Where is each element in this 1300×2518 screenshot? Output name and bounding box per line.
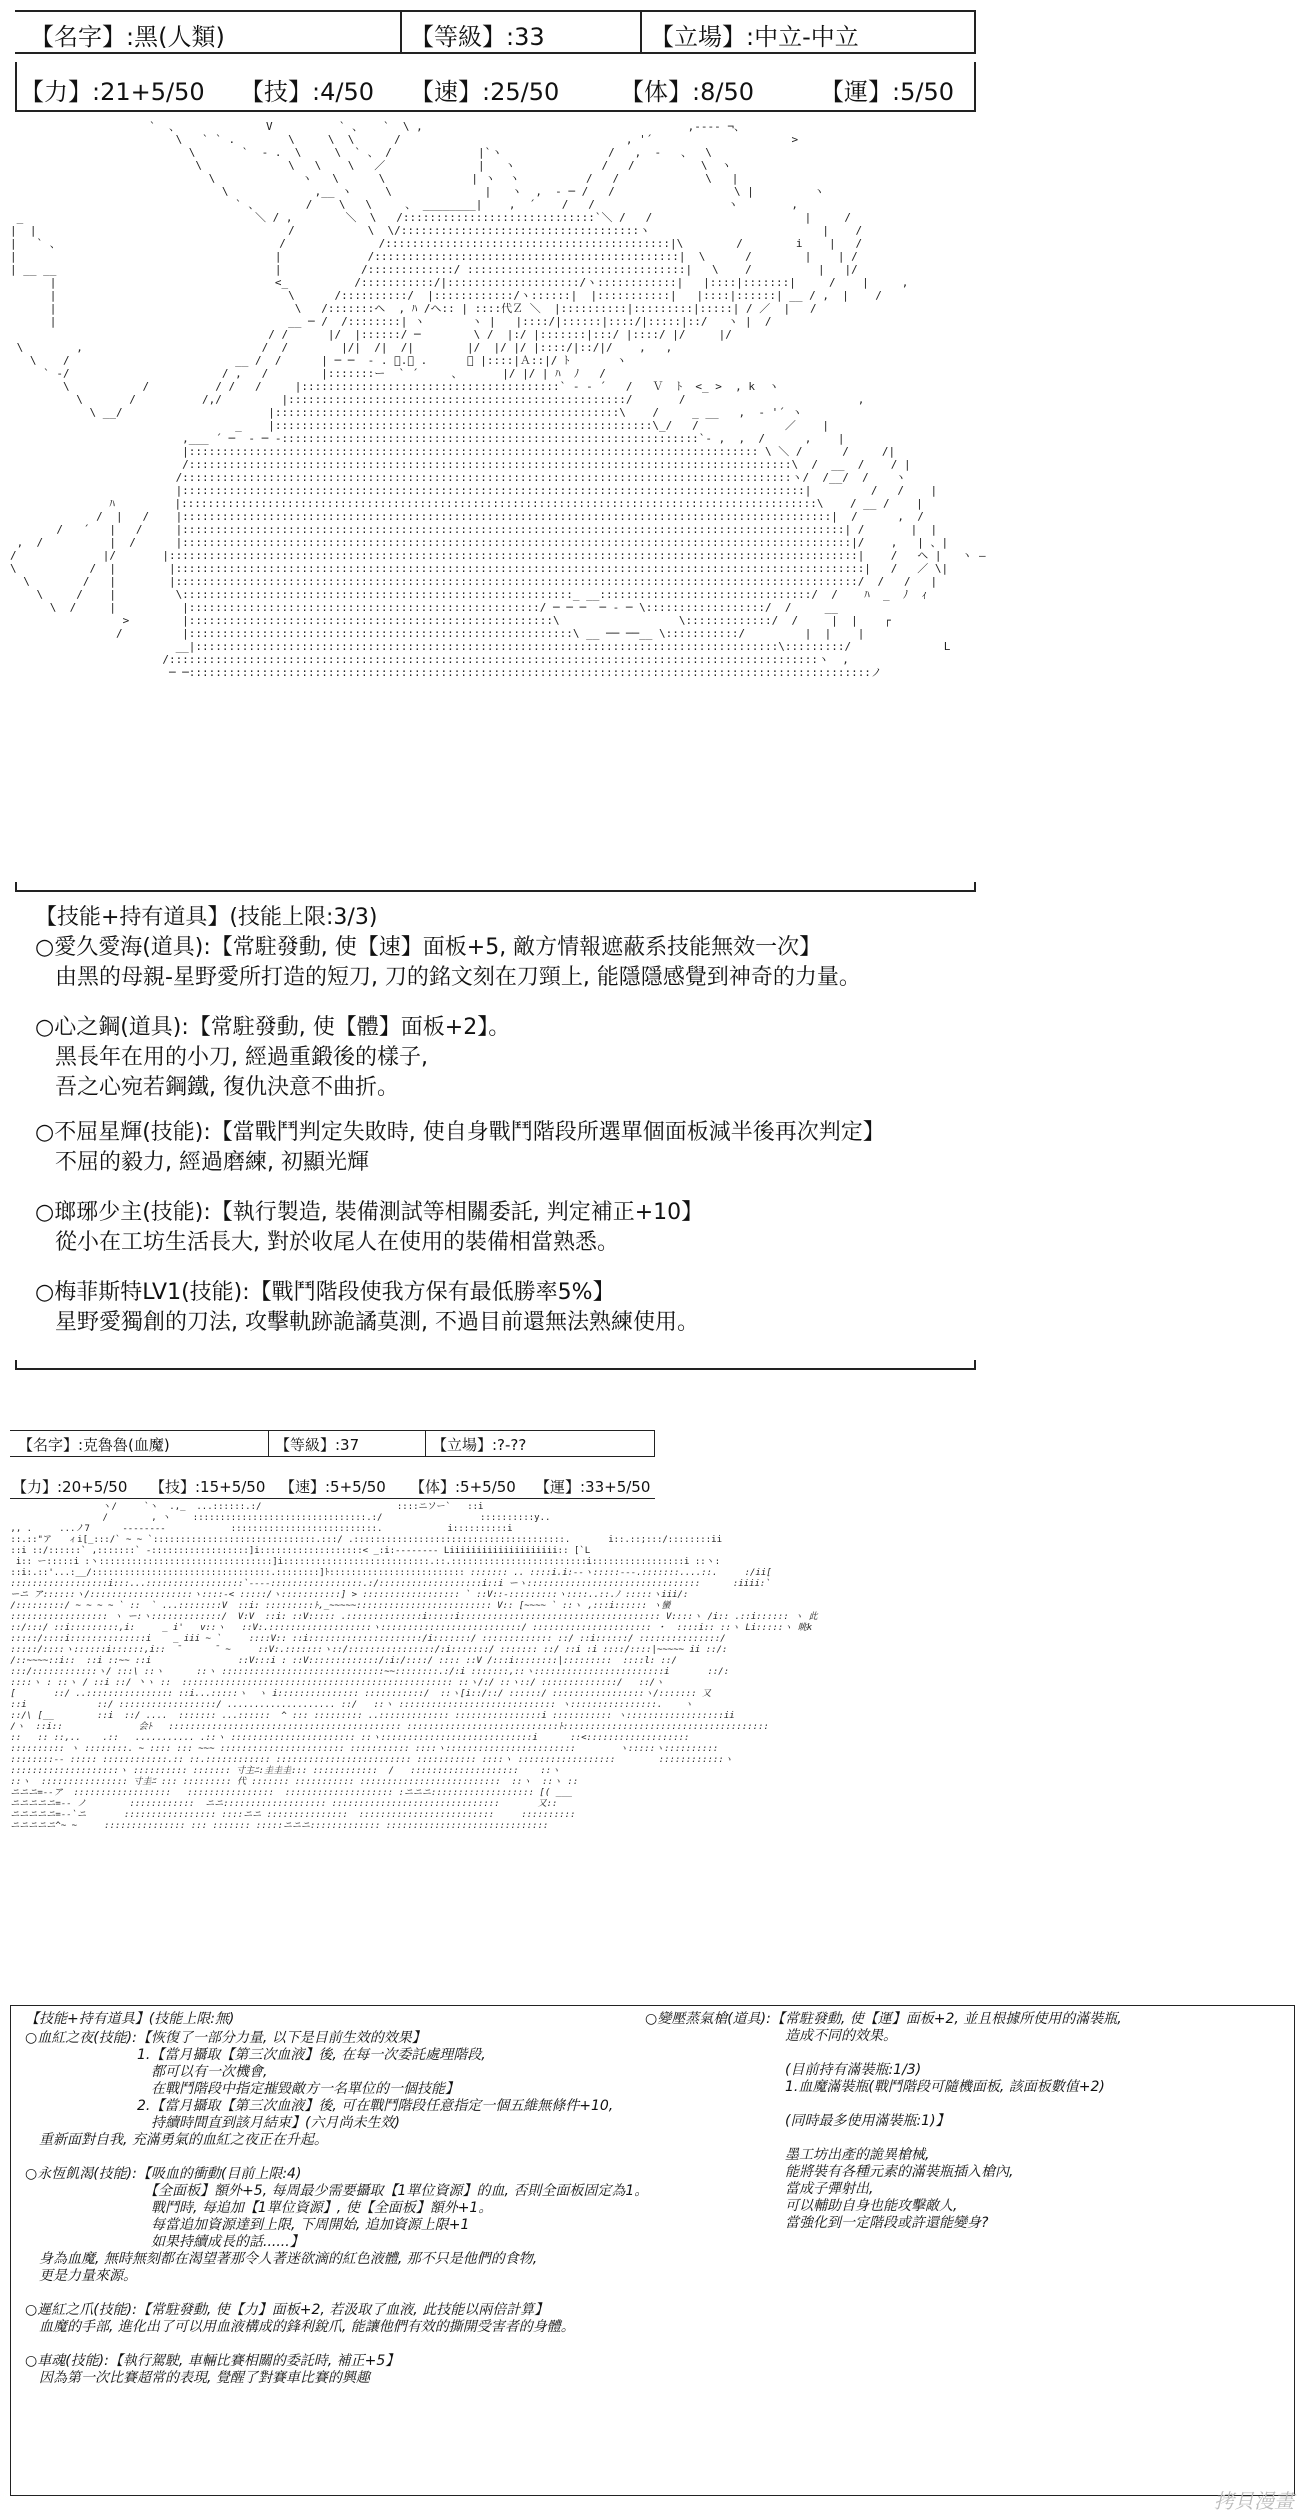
stat-spd: 【速】:25/50 xyxy=(410,78,560,106)
skill-line: 戰鬥時, 每追加【1單位資源】, 使【全面板】額外+1。 xyxy=(25,2200,493,2216)
stat-luck: 【運】:33+5/50 xyxy=(535,1478,651,1496)
skill-line: ○遲紅之爪(技能):【常駐發動, 使【力】面板+2, 若汲取了血液, 此技能以兩倍計算】 xyxy=(25,2302,549,2318)
skills-top-line xyxy=(15,890,975,892)
skill-line: 可以輔助自身也能攻擊敵人, xyxy=(645,2198,958,2214)
stat-body: 【体】:8/50 xyxy=(620,78,754,106)
skill-title: ○心之鋼(道具):【常駐發動, 使【體】面板+2】。 xyxy=(35,1015,511,1040)
skill-line: 每當追加資源達到上限, 下周開始, 追加資源上限+1 xyxy=(25,2217,470,2233)
skill-line: 血魔的手部, 進化出了可以用血液構成的鋒利銳爪, 能讓他們有效的撕開受害者的身體。 xyxy=(25,2319,575,2335)
skill-line: 造成不同的效果。 xyxy=(645,2028,897,2044)
skill-line: ○永恆飢渴(技能):【吸血的衝動(目前上限:4) xyxy=(25,2166,302,2182)
skills-right-edge xyxy=(1294,2005,1295,2495)
skill-line: ○血紅之夜(技能):【恢復了一部分力量, 以下是目前生效的效果】 xyxy=(25,2030,426,2046)
skill-desc: 黑長年在用的小刀, 經過重鍛後的樣子, xyxy=(55,1045,428,1070)
character-card-2 xyxy=(0,1420,1300,2518)
skill-title: ○不屈星輝(技能):【當戰鬥判定失敗時, 使自身戰鬥階段所選單個面板減半後再次判定】 xyxy=(35,1120,885,1145)
header-top-line xyxy=(15,10,975,12)
stance-field: 【立場】:?-?? xyxy=(432,1436,527,1454)
header-divider xyxy=(640,10,642,54)
skill-title: ○愛久愛海(道具):【常駐發動, 使【速】面板+5, 敵方情報遮蔽系技能無效一次】 xyxy=(35,935,822,960)
skills-right-column xyxy=(645,2011,1285,2232)
header-divider xyxy=(425,1430,426,1457)
header-divider xyxy=(268,1430,269,1457)
stat-str: 【力】:21+5/50 xyxy=(20,78,205,106)
header-divider xyxy=(974,10,976,54)
stats-bottom-line xyxy=(10,1498,655,1499)
skills-bottom-line xyxy=(15,1368,975,1370)
skills-left-edge xyxy=(15,1360,17,1370)
skill-line: (同時最多使用滿裝瓶:1)】 xyxy=(645,2113,950,2129)
skill-line: 身為血魔, 無時無刻都在渴望著那令人著迷欲滴的紅色液體, 那不只是他們的食物, xyxy=(25,2251,538,2267)
header-divider xyxy=(654,1430,655,1457)
skill-line xyxy=(645,2045,1285,2062)
level-field: 【等級】:37 xyxy=(275,1436,360,1454)
skill-desc: 由黑的母親-星野愛所打造的短刀, 刀的銘文刻在刀頸上, 能隱隱感覺到神奇的力量。 xyxy=(55,965,861,990)
skill-line: 2.【當月攝取【第三次血液】後, 可在戰鬥階段任意指定一個五維無條件+10, xyxy=(25,2098,614,2114)
header-top-line xyxy=(10,1430,655,1431)
name-field: 【名字】:克魯魯(血魔) xyxy=(18,1436,170,1454)
header-mid-line xyxy=(15,52,975,54)
skill-line: 能將裝有各種元素的滿裝瓶插入槍內, xyxy=(645,2164,1014,2180)
skill-line: 因為第一次比賽超常的表現, 覺醒了對賽車比賽的興趣 xyxy=(25,2370,370,2386)
header-divider xyxy=(400,10,402,54)
skill-desc: 不屈的毅力, 經過磨練, 初顯光輝 xyxy=(55,1150,369,1175)
ascii-art-character-icon: ` 、 V ` 、 ` \ , ,--‐‐ ¬、 \ ` ` . \ \ \ / , '´ > \ ` - . \ \ ` 、 / |`ヽ / , ‐ 、 \ \ \ \ \ ／ | ヽ / / \ ヽ \ ヽ \ \ | ヽ ヽ / / \ | \ ,__ ヽ \ | ヽ , ‐ ─ / / \ | ヽ ` 、 / \ \ 、 ________| , ´ / / ヽ , _ ＼ / , ＼ \ /:::::::::::::::::::::::::::::`＼ / / | / | | / \ \/::::::::::::::::::::::::::::::::::::ヽ | / | ` 、 / /:::::::::::::::::::::::::::::::::::::::::::|\ / i | / | | /::::::::::::::::::::::::::::::::::::::::::::::| \ / | | / | __ __ | /:::::::::::::/ :::::::::::::::::::::::::::::::::| \ / | |/ | <_ /:::::::::::/|::::::::::::::::::::/ヽ::::::::::::| |::::|:::::::| / | , | \ /::::::::::/ |::::::::::::/ヽ::::::| |:::::::::::| |::::|::::::| __ / , | / | \ /:::::::ヘ , ﾊ /ヘ:: | ::::代Ｚ ＼ |::::::::::|:::::::::|:::::| / ／ | / | __ ─ / /::::::::| ヽ ヽ | |::::/|::::::|::::/|:::::|::/ ヽ | / / / |/ |::::::/ ─ \ / |:/ |:::::::|:::/ |::::/ |/ |/ \ , / / |/| /| /| |/ |/ |/ |::::/|::/|/ , , \ / __ / / | ─ ─ ‐ . ﾟ.。 . ー |::::|Ａ::|/ ﾄ ヽ ` ‐/ / , / |:::::::ー ` ´ 、 |/ |/ | ﾊ ﾉ / \ / / / / |:::::::::::::::::::::::::::::::::::::::` ‐ ‐ ´ / Ｖ ﾄ <_ > , k ヽ \ / /,/ |:::::::::::::::::::::::::::::::::::::::::::::::::::/ / , \ __/ |::::::::::::::::::::::::::::::::::::::::::::::::::::\ / _ __ , ‐ '´ ヽ _ |:::::::::::::::::::::::::::::::::::::::::::::::::::::::::\_/ / ／ | ,___ ´ ─ ‐ ─ ‐:::::::::::::::::::::::::::::::::::::::::::::::::::::::::::::::`‐ , , / , | |:::::::::::::::::::::::::::::::::::::::::::::::::::::::::::::::::::::::::::::::::::::: \ ＼ / / /| /:::::::::::::::::::::::::::::::::::::::::::::::::::::::::::::::::::::::::::::::::::::::::::\ / __ / / | /::::::::::::::::::::::::::::::::::::::::::::::::::::::::::::::::::::::::::::::::::::::::::::ヽ/ /__/ / ヽ |::::::::::::::::::::::::::::::::::::::::::::::::::::::::::::::::::::::::::::::::::::::::::::::| / / | ﾊ |::::::::::::::::::::::::::::::::::::::::::::::::::::::::::::::::::::::::::::::::::::::::::::::::\ / __ / | / | / |::::::::::::::::::::::::::::::::::::::::::::::::::::::::::::::::::::::::::::::::::::::::::::::::::| / , / / ´ | / |::::::::::::::::::::::::::::::::::::::::::::::::::::::::::::::::::::::::::::::::::::::::::::::::::::| / | | , / | / |:::::::::::::::::::::::::::::::::::::::::::::::::::::::::::::::::::::::::::::::::::::::::::::::::::::|/ , | 、| / |/ |::::::::::::::::::::::::::::::::::::::::::::::::::::::::::::::::::::::::::::::::::::::::::::::::::::::::| / ヘ | ヽ ― \ / | |::::::::::::::::::::::::::::::::::::::::::::::::::::::::::::::::::::::::::::::::::::::::::::::::::::::::| / ／ \| \ / | |:::::::::::::::::::::::::::::::::::::::::::::::::::::::::::::::::::::::::::::::::::::::::::::::::::::::/ / / | \ / | \:::::::::::::::::::::::::::::::::::::::::::::::::::::::::::_ __::::::::::::::::::::::::::::::::/ / ﾊ _ ﾉ ｨ \ / | |:::::::::::::::::::::::::::::::::::::::::::::::::::::/ ─ ─ ─ ─ ‐ ─ \::::::::::::::::::/ / __ > |:::::::::::::::::::::::::::::::::::::::::::::::::::::::\ \:::::::::::::/ / | | ┌ / |::::::::::::::::::::::::::::::::::::::::::::::::::::::::::\ __ ── ──__ \:::::::::::/ | | | __|::::::::::::::::::::::::::::::::::::::::::::::::::::::::::::::::::::::::::::::::::::::::\:::::::::/ L /::::::::::::::::::::::::::::::::::::::::::::::::::::::::::::::::::::::::::::::::::::::::::::::::::ヽ , ─ ─:::::::::::::::::::::::::::::::::::::::::::::::::::::::::::::::::::::::::::::::::::::::::::::::::::::::ノ xyxy=(10,120,986,679)
stats-right-edge xyxy=(974,62,976,112)
level-field: 【等級】:33 xyxy=(410,23,545,51)
skill-line: 如果持續成長的話......】 xyxy=(25,2234,304,2250)
skill-title: ○梅菲斯特LV1(技能):【戰鬥階段使我方保有最低勝率5%】 xyxy=(35,1280,615,1305)
skill-line: ○車魂(技能):【執行駕駛, 車輛比賽相關的委託時, 補正+5】 xyxy=(25,2353,400,2369)
stat-luck: 【運】:5/50 xyxy=(820,78,954,106)
skills-header: 【技能+持有道具】(技能上限:3/3) xyxy=(35,905,378,930)
header-mid-line xyxy=(10,1456,655,1457)
skill-line: 重新面對自我, 充滿勇氣的血紅之夜正在升起。 xyxy=(25,2132,328,2148)
character-card-1 xyxy=(0,0,1000,1380)
watermark: 拷貝漫畫 xyxy=(1214,2489,1294,2513)
skill-line: 持續時間直到該月結束】(六月尚未生效) xyxy=(25,2115,400,2131)
skill-line xyxy=(645,2130,1285,2147)
skill-line xyxy=(25,2149,635,2166)
skills-left-edge xyxy=(10,2005,11,2495)
ascii-art-creature-icon: ヽ/ `ヽ .,_ ...::::::.:/ ::::ニソー` ::i / , ヽ ::::::::::::::::::::::::::::::::.:/ ::::::::::y.. ,, . ...ノ7 -------- :::::::::::::::::::::::::::. i::::::::::i ::.::"ア ィi[_:::/` ~ ~ `::::::::::::::::::::::::::::::.:::/ .:::::::::::::::::::::::::::::::::::::::. i::.::;:::/::::::::ii ::i ::/::::::` ,:::::::` -::::::::::::::::::]i:::::::::::::::::::< _:i:-------- Liiiiiiiiiiiiiiiiiiii:: [`L i:: ー:::::i :ヽ::::::::::::::::::::::::::::::::]i:::::::::::::::::::::::::::.::.:::::::::::::::::::::::::i:::::::::::::::::i ::ヽ: ::i:.::'...:__/:::::::::::::::::::::::::::::::::.::::::::]ﾄ::::::::::::::::::::::::: ::::::: .. ::::i.i:--ヽ:::::---.:::::::....::. :/ii[ ::::::::::::::::::i:::...::::::::::::::::::`----:::::::::::::::::.:/:::::::::::::::::::i::i ーヽ:::::::::::::::::::::::::::::::: :iiii:` ーニ ア::::::ヽ/:::::::::::::::::::ヽ::::-< :::::/ヽ:::::::::::] > :::::::::::::::::: ` ::V::-:::::::::ヽ::::..::.ﾉ :::::ヽiii/: /:::::::::/ ~ ~ ~ ~ ` :: ` ...::::::::V ::i: :::::::::ﾄ,_~~~~~::::::::::::::::::::::::: V:: [~~~~ ` ::ヽ ,:::i:::::: ヽ蠻 :::::::::::::::::: ヽ ー:ヽ:::::::::::::/ V:V ::i: ::V::::: .::::::::::::::i:::::i::::::::::::::::::::::::::::::::::::: V::::ヽ /i:: .::i:::::: ヽ 此 ::/:::/ ::i:::::::::,i: _ i' v::ヽ ::V:.:::::::::::::::::::ヽ::::::::::::::::::::::::::/ :::::::::::::::::::::: ・ ::::i:: ::ヽ Li:::::ヽ 眺k :::::/::::i::::::::::::::i _ iii ~ ` ::::V:: ::i:::::::::::::::::::::/i:::::::/ ::::::::::::: ::/ ::i::::::/ :::::::::::::::/ :::::/::::ヽ::::::i::::::,i:: ̄ ̄ ~ ::V:.:::::::ヽ::/::::::::::::::::/:i:::::::/ ::::::: ::/ ::i :i ::::/::::|~~~~~ ii ::/: /::~~~~::i:: ::i ::~~ ::i ::V:::i : ::V:::::::::::::/:i:/::::/ :::: ::V /:::i::::::::|::::::::: ::::l: ::/ :::/::::::::::::ヽ/ :::\ ::ヽ ::ヽ ::::::::::::::::::::::::::::::~~::::::::.:/:i :::::::,::ヽ::::::::::::::::::::::::i ::/: ::::ヽ : ::ヽ / ::i ::/ 丶ヽ :: :::::::::::::::::::::::::::::::::::::::::::::::::: ::ヽ/:/ ::ヽ::/ ::::::::::::::/ ::/ヽ [ ::/ ..:::::::::::::::: ::i...:::::ヽ ヽ i::::::::::::::: :::::::::::/ ::ヽ[i::/::/ ::::::/ :::::::::::::::::ヽ/::::::: 又 ::i ::/ ::::::::::::::::::/ .................... ::/ ::ヽ ::::::::::::::::::::::::::::: ヽ::::::::::::::::. ヽ ::/\ [__ ::i ::/ .... ::::::: ...:::::: ^ ::: ::::::::: ..::::::::::::: ::::::::::::::::i ::::::::::: ヽ::::::::::::::::::ii /ヽ ::i:: 会ﾄ ::::::::::::::::::::::::::::::::::::::::::: ::::::::::::::::::::::::::::ﾄ:::::::::::::::::::::::::::::::::::::: :: :: ::,.. .:: ........... .::ヽ ::::::::::::::::::::::: ::ヽ::::::::::::::::::::::::::::i ::<::::::::::::::::::: :::::::::: ヽ ::::::::. ~ :::: ::: ~~~ ::::::::::::::::::::::: ::::::::::: ::::ヽ:::::::::::::::::::::::: ヽ:::::ヽ:::::::::: ::::::::-- ::::: ::::::::::::.:: ::.:::::::::::: ::::::::::::::::::::::::: ::::::::::: ::::ヽ :::::::::::::::::: ::::::::::::ヽ ::::::::::::::::::::ヽ :::::::::: ::::::: 寸主ﾆ:圭圭圭::: :::::::::::: / :::::::::::::::::::: ::ヽ ::ヽ :::::::::::::::: 寸圭ﾆ ::: ::::::::: 代 ::::::: ::::::::::: :::::::::::::::::::::::::: ::ヽ ::ヽ :: ニニニ=--ア :::::::::::::::::: :::::::::::::::: :::::::::::::::::::: :ニニニ::::::::::::::::::: [( ___ ニニニニニ=-- ノ :::::::::::: ニニ::::::::::::::::::: ::::::::::::::::::::::::::::::: 又:: ニニニニニ=--`ニ ::::::::::::::::: ::::ニニ ::::::::::::::: ::::::::::::::::::::::::: :::::::::: ニニニニニ^~ ~ ::::::::::::::: ::: ::::::: :::::ニニニ::::::::::::: :::::::::::::::::::::::::::::: xyxy=(10,1502,818,1831)
skill-line: 【全面板】額外+5, 每周最少需要攝取【1單位資源】的血, 否則全面板固定為1。 xyxy=(25,2183,649,2199)
skill-desc: 從小在工坊生活長大, 對於收尾人在使用的裝備相當熟悉。 xyxy=(55,1230,619,1255)
stat-str: 【力】:20+5/50 xyxy=(12,1478,128,1496)
skill-line: 當強化到一定階段或許還能變身? xyxy=(645,2215,989,2231)
skills-left-edge xyxy=(15,882,17,892)
skills-header: 【技能+持有道具】(技能上限:無) xyxy=(25,2011,235,2027)
skill-line xyxy=(645,2096,1285,2113)
skill-line: 1.【當月攝取【第三次血液】後, 在每一次委託處理階段, xyxy=(25,2047,486,2063)
skills-right-edge xyxy=(974,1360,976,1370)
skill-title: ○瑯琊少主(技能):【執行製造, 裝備測試等相關委託, 判定補正+10】 xyxy=(35,1200,704,1225)
name-field: 【名字】:黑(人類) xyxy=(30,23,225,51)
skill-line: 更是力量來源。 xyxy=(25,2268,137,2284)
skill-desc: 吾之心宛若鋼鐵, 復仇決意不曲折。 xyxy=(55,1075,399,1100)
skill-line xyxy=(25,2285,635,2302)
skills-left-column xyxy=(25,2030,649,2387)
skill-line: ○變壓蒸氣槍(道具):【常駐發動, 使【運】面板+2, 並且根據所使用的滿裝瓶, xyxy=(645,2011,1122,2027)
stat-body: 【体】:5+5/50 xyxy=(410,1478,516,1496)
skill-line xyxy=(25,2336,635,2353)
stat-tech: 【技】:4/50 xyxy=(240,78,374,106)
stats-left-edge xyxy=(15,62,17,112)
skill-line: 在戰鬥階段中指定摧毀敵方一名單位的一個技能】 xyxy=(25,2081,459,2097)
stat-tech: 【技】:15+5/50 xyxy=(150,1478,266,1496)
skills-right-edge xyxy=(974,882,976,892)
stat-spd: 【速】:5+5/50 xyxy=(280,1478,386,1496)
skill-line: (目前持有滿裝瓶:1/3) xyxy=(645,2062,922,2078)
skills-top-line xyxy=(10,2005,1295,2006)
skill-line: 墨工坊出產的詭異槍械, xyxy=(645,2147,930,2163)
skill-line: 1.血魔滿裝瓶(戰鬥階段可隨機面板, 該面板數值+2) xyxy=(645,2079,1105,2095)
skill-desc: 星野愛獨創的刀法, 攻擊軌跡詭譎莫測, 不過目前還無法熟練使用。 xyxy=(55,1310,699,1335)
skills-bottom-line xyxy=(10,2495,1295,2496)
skill-line: 都可以有一次機會, xyxy=(25,2064,268,2080)
stance-field: 【立場】:中立-中立 xyxy=(650,23,859,51)
skill-line: 當成子彈射出, xyxy=(645,2181,874,2197)
stats-bottom-line xyxy=(15,110,975,112)
